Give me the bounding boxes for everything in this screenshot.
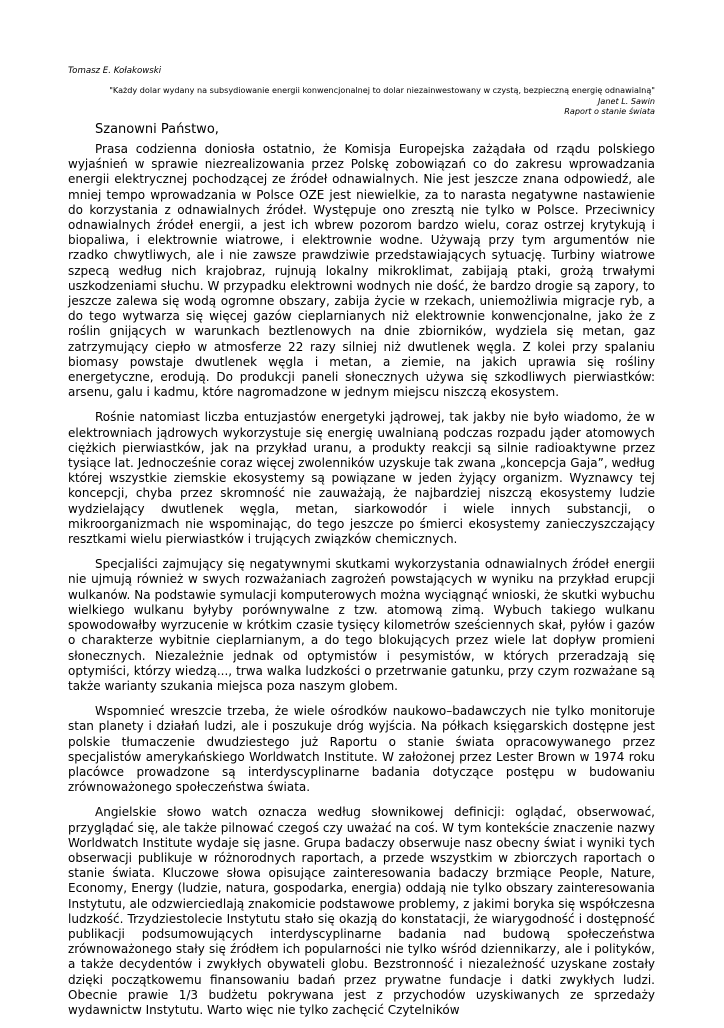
epigraph	[68, 85, 655, 117]
greeting: Szanowni Państwo,	[95, 122, 219, 137]
letter-body	[68, 142, 655, 1028]
epigraph-source: Raport o stanie świata	[564, 106, 655, 116]
paragraph: Angielskie słowo watch oznacza według słownikowej definicji: oglądać, obserwować, przyglądać się, ale także pilnować czegoś czy uważać na coś. W tym kontekście znaczenie nazwy Worldwatch Institute wydaje się jasne. Grupa badaczy obserwuje nasz obecny świat i wyniki tych obserwacji publikuje w różnorodnych raportach, a przede wszystkim w zbiorczych raportach o stanie świata. Kluczowe słowa opisujące zainteresowania badaczy brzmiące People, Nature, Economy, Energy (ludzie, natura, gospodarka, energia) oddają nie tylko obszary zainteresowania Instytutu, ale odzwierciedlają znakomicie podstawowe problemy, z jakimi boryka się współczesna ludzkość. Trzydziestolecie Instytutu stało się okazją do konstatacji, że wiarygodność i dostępność publikacji podsumowujących interdyscyplinarne badania nad budową społeczeństwa zrównoważonego stały się źródłem ich popularności nie tylko wśród dziennikarzy, ale i polityków, a także decydentów i zwykłych obywateli globu. Bezstronność i niezależność uzyskane zostały dzięki początkowemu finansowaniu badań przez prywatne fundacje i datki zwykłych ludzi. Obecnie prawie 1/3 budżetu pokrywana jest z przychodów uzyskiwanych ze sprzedaży wydawnictw Instytutu. Warto więc nie tylko zachęcić Czytelników	[68, 805, 655, 1017]
paragraph: Specjaliści zajmujący się negatywnymi skutkami wykorzystania odnawialnych źródeł energii nie ujmują również w swych rozważaniach zagrożeń powstających w wyniku na przykład erupcji wulkanów. Na podstawie symulacji komputerowych można wyciągnąć wnioski, że skutki wybuchu wielkiego wulkanu byłyby porównywalne z tzw. atomową zimą. Wybuch takiego wulkanu spowodowałby wyrzucenie w krótkim czasie tysięcy kilometrów sześciennych skał, pyłów i gazów o charakterze wybitnie cieplarnianym, a do tego blokujących przez wiele lat dopływ promieni słonecznych. Niezależnie jednak od optymistów i pesymistów, w których przeradzają się optymiści, którzy wiedzą..., trwa walka ludzkości o przetrwanie gatunku, przy czym rozważane są także warianty szukania miejsca poza naszym globem.	[68, 557, 655, 693]
paragraph: Prasa codzienna doniosła ostatnio, że Komisja Europejska zażądała od rządu polskiego wyjaśnień w sprawie niezrealizowania przez Polskę zobowiązań co do zakresu wprowadzania energii elektrycznej pochodzącej ze źródeł odnawialnych. Nie jest jeszcze znana odpowiedź, ale mniej tempo wprowadzania w Polsce OZE jest niewielkie, za to narasta negatywne nastawienie do korzystania z odnawialnych źródeł. Występuje ono zresztą nie tylko w Polsce. Przeciwnicy odnawialnych źródeł energii, a jest ich wbrew pozorom bardzo wielu, coraz ostrzej krytykują i biopaliwa, i elektrownie wiatrowe, i elektrownie wodne. Używają przy tym argumentów nie rzadko chwytliwych, ale i nie zawsze prawdziwie przedstawiających sytuację. Turbiny wiatrowe szpecą według nich krajobraz, rujnują lokalny mikroklimat, zabijają ptaki, grożą trwałymi uszkodzeniami słuchu. W przypadku elektrowni wodnych nie dość, że bardzo drogie są zapory, to jeszcze zalewa się wodą ogromne obszary, zabija życie w rzekach, uniemożliwia migracje ryb, a do tego wytwarza się więcej gazów cieplarnianych niż elektrownie konwencjonalne, jako że z roślin gnijących w warunkach beztlenowych na dnie zbiorników, wydziela się metan, gaz zatrzymujący ciepło w atmosferze 22 razy silniej niż dwutlenek węgla. Z kolei przy spalaniu biomasy powstaje dwutlenek węgla i metan, a ziemie, na jakich uprawia się rośliny energetyczne, erodują. Do produkcji paneli słonecznych używa się szkodliwych pierwiastków: arsenu, galu i kadmu, które nagromadzone w jednym miejscu niszczą ekosystem.	[68, 142, 655, 400]
paragraph: Wspomnieć wreszcie trzeba, że wiele ośrodków naukowo–badawczych nie tylko monitoruje stan planety i działań ludzi, ale i poszukuje dróg wyjścia. Na półkach księgarskich dostępne jest polskie tłumaczenie dwudziestego już Raportu o stanie świata opracowywanego przez specjalistów amerykańskiego Worldwatch Institute. W założonej przez Lester Brown w 1974 roku placówce prowadzone są interdyscyplinarne badania dotyczące postępu w budowaniu zrównoważonego społeczeństwa świata.	[68, 704, 655, 795]
author-name: Tomasz E. Kołakowski	[68, 66, 162, 76]
epigraph-author: Janet L. Sawin	[598, 95, 655, 106]
epigraph-quote: "Każdy dolar wydany na subsydiowanie energii konwencjonalnej to dolar niezainwestowany w czystą, bezpieczną energię odnawialną"	[109, 85, 655, 95]
paragraph: Rośnie natomiast liczba entuzjastów energetyki jądrowej, tak jakby nie było wiadomo, że w elektrowniach jądrowych wykorzystuje się energię uwalnianą podczas rozpadu jąder atomowych ciężkich pierwiastków, jak na przykład uranu, a produkty reakcji są silnie radioaktywne przez tysiące lat. Jednocześnie coraz więcej zwolenników uzyskuje tak zwana „koncepcja Gaja”, według której wszystkie ziemskie ekosystemy są powiązane w jeden żyjący organizm. Wyznawcy tej koncepcji, chyba przez skromność nie zauważają, że najbardziej niszczą ekosystemy ludzie wydzielający dwutlenek węgla, metan, siarkowodór i wiele innych substancji, o mikroorganizmach nie wspominając, do tego jeszcze po śmierci ekosystemy zanieczyszczający resztkami wielu pierwiastków i trujących związków chemicznych.	[68, 410, 655, 547]
